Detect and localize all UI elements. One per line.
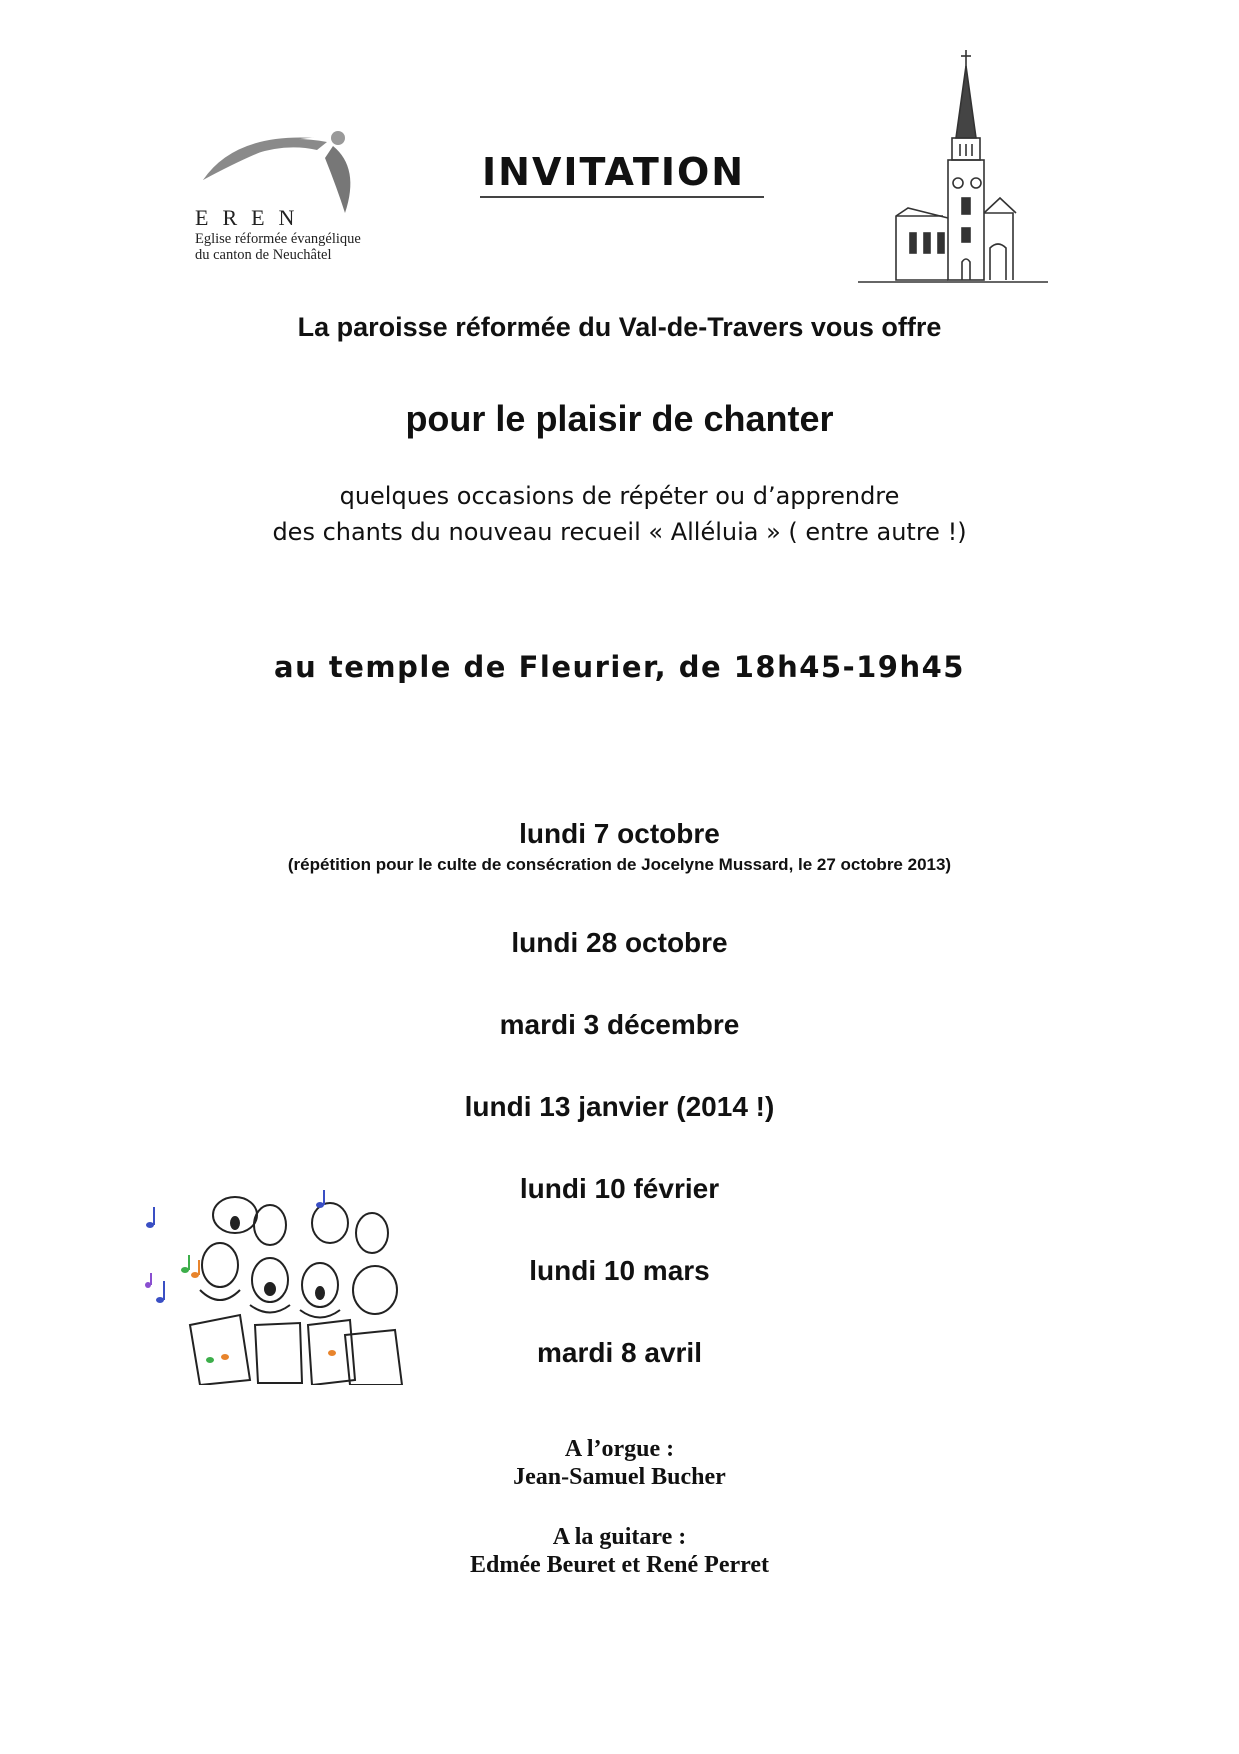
page-title: INVITATION: [482, 150, 746, 194]
logo-name: EREN: [195, 205, 309, 230]
subtitle-line-2: des chants du nouveau recueil « Alléluia » ( entre autre !): [272, 518, 967, 546]
church-illustration: [838, 48, 1054, 288]
title-underline: [480, 196, 764, 198]
organ-label: A l’orgue :: [564, 1436, 675, 1462]
organ-name: Jean-Samuel Bucher: [513, 1464, 726, 1490]
date-item: mardi 3 décembre: [499, 1009, 740, 1040]
subtitle-line-1: quelques occasions de répéter ou d’apprendre: [339, 482, 900, 510]
guitar-label: A la guitare :: [552, 1524, 687, 1550]
date-item: lundi 10 février: [519, 1173, 720, 1204]
headline: pour le plaisir de chanter: [405, 398, 834, 439]
date-item: lundi 7 octobre: [519, 818, 720, 849]
date-item: lundi 10 mars: [529, 1255, 710, 1286]
date-item: lundi 13 janvier (2014 !): [464, 1091, 775, 1122]
logo-line-2: du canton de Neuchâtel: [195, 247, 332, 263]
guitar-names: Edmée Beuret et René Perret: [470, 1552, 769, 1578]
intro-text: La paroisse réformée du Val-de-Travers vous offre: [297, 312, 942, 342]
date-note: (répétition pour le culte de consécration de Jocelyne Mussard, le 27 octobre 2013): [287, 855, 952, 874]
venue-text: au temple de Fleurier, de 18h45-19h45: [274, 650, 965, 684]
choir-illustration: [140, 1185, 410, 1385]
date-item: lundi 28 octobre: [511, 927, 728, 958]
logo-line-1: Eglise réformée évangélique: [195, 231, 361, 247]
logo-text: [195, 205, 361, 263]
date-item: mardi 8 avril: [537, 1337, 702, 1368]
subtitle: [0, 478, 1239, 550]
